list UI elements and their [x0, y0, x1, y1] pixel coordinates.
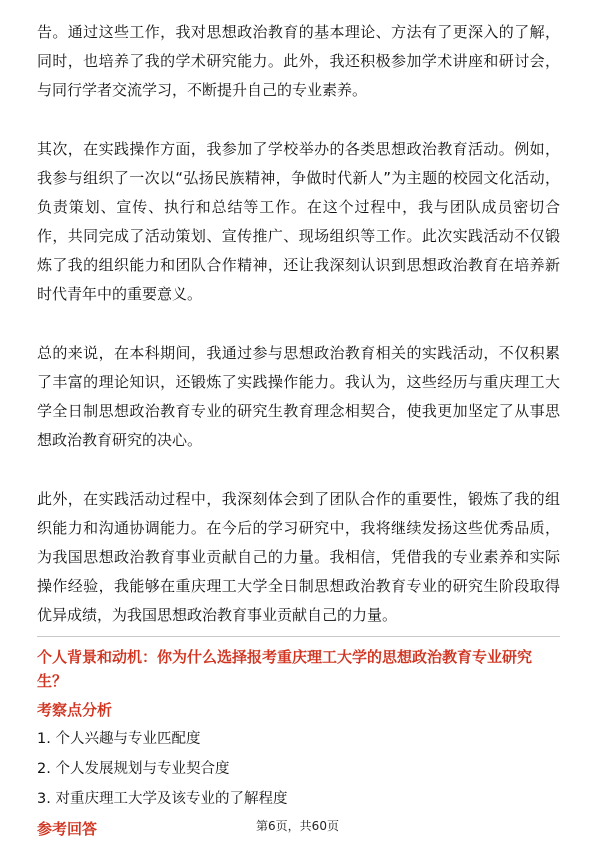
- paragraph-4: 此外，在实践活动过程中，我深刻体会到了团队合作的重要性，锻炼了我的组织能力和沟通协调能力。在今后的学习研究中，我将继续发扬这些优秀品质，为我国思想政治教育事业贡献自己的力量。我相信，凭借我的专业素养和实际操作经验，我能够在重庆理工大学全日制思想政治教育专业的研究生阶段取得优异成绩，为我国思想政治教育事业贡献自己的力量。: [37, 490, 560, 624]
- analysis-item-3: 3. 对重庆理工大学及该专业的了解程度: [37, 791, 288, 807]
- document-body: [37, 18, 560, 846]
- analysis-list: [37, 727, 560, 811]
- paragraph-1: 告。通过这些工作，我对思想政治教育的基本理论、方法有了更深入的了解，同时，也培养了我的学术研究能力。此外，我还积极参加学术讲座和研讨会，与同行学者交流学习，不断提升自己的专业素养。: [37, 23, 560, 99]
- analysis-item-1: 1. 个人兴趣与专业匹配度: [37, 731, 201, 747]
- analysis-item-2: 2. 个人发展规划与专业契合度: [37, 761, 230, 777]
- page-number: 第6页，共60页: [256, 819, 339, 833]
- analysis-heading: 考察点分析: [37, 701, 113, 719]
- paragraph-3: 总的来说，在本科期间，我通过参与思想政治教育相关的实践活动，不仅积累了丰富的理论知识，还锻炼了实践操作能力。我认为，这些经历与重庆理工大学全日制思想政治教育专业的研究生教育理念相契合，使我更加坚定了从事思想政治教育研究的决心。: [37, 344, 560, 449]
- answer-heading: 参考回答: [37, 820, 98, 838]
- interview-question: 个人背景和动机：你为什么选择报考重庆理工大学的思想政治教育专业研究生？: [37, 648, 533, 690]
- section-divider: [37, 636, 560, 637]
- paragraph-2: 其次，在实践操作方面，我参加了学校举办的各类思想政治教育活动。例如，我参与组织了一次以“弘扬民族精神，争做时代新人”为主题的校园文化活动，负责策划、宣传、执行和总结等工作。在这个过程中，我与团队成员密切合作，共同完成了活动策划、宣传推广、现场组织等工作。此次实践活动不仅锻炼了我的组织能力和团队合作精神，还让我深刻认识到思想政治教育在培养新时代青年中的重要意义。: [37, 140, 560, 303]
